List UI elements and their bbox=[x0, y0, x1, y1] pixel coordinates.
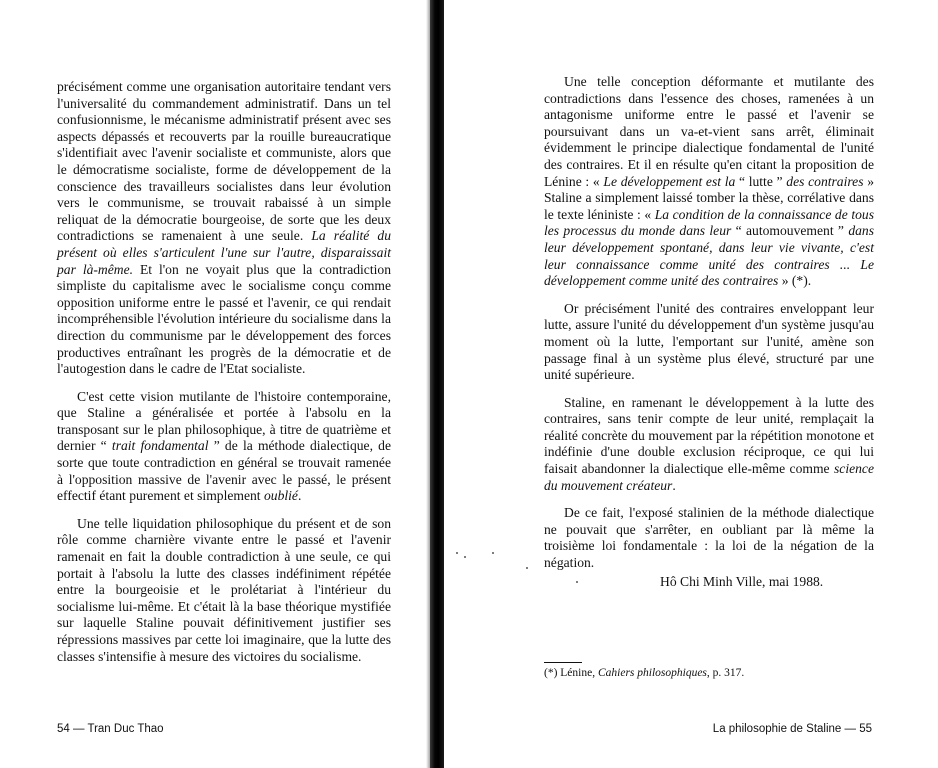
paragraph bbox=[57, 79, 391, 378]
paragraph-text: ” de la méthode dialectique, de sorte que toute contradiction en général se trouvait ramenée à l'opposition massive de l'avenir avec le passé, le présent effectif étant purement et simplement bbox=[57, 438, 392, 504]
paragraph-text: précisément comme une organisation autoritaire tendant vers l'universalité du commandement administratif. Dans un tel confusionnisme, le mécanisme administratif présent avec ses aspects dépassés et recouverts par la rouille bureaucratique s'identifiait avec l'avenir socialiste et communiste, alors que le démocratisme socialiste, forme de développement de la conscience des travailleurs socialistes dans leur évolution vers le communisme, se trouvait rabaissé à un simple reliquat de la démocratie bourgeoise, de sorte que les deux contradictions se ramenaient à une seule. bbox=[57, 79, 391, 244]
italic-text: science du mouvement créateur bbox=[544, 461, 874, 493]
right-page-text bbox=[544, 74, 874, 583]
footnote-divider bbox=[544, 662, 582, 663]
paragraph-text: Staline, en ramenant le développement à la lutte des contraires, sans tenir compte de leur unité, remplaçait la réalité concrète du mouvement par la répétition monotone et indéfinie d'une double exclusion réciproque, ce qui lui faisait abandonner la dialectique elle-même comme bbox=[544, 394, 874, 477]
paragraph bbox=[544, 74, 874, 290]
page-footer-left: 54 — Tran Duc Thao bbox=[57, 723, 164, 735]
paragraph-text: » Staline a simplement laissé tomber la thèse, corrélative dans le texte léniniste : « bbox=[544, 173, 874, 222]
footnote-text: (*) Lénine, bbox=[544, 667, 598, 679]
footnote-title: Cahiers philosophiques bbox=[597, 667, 707, 679]
scan-speck bbox=[492, 552, 494, 554]
scan-speck bbox=[526, 567, 528, 569]
left-page-text bbox=[57, 79, 391, 676]
paragraph: De ce fait, l'exposé stalinien de la méthode dialectique ne pouvait que s'arrêter, en oubliant par là même la troisième loi fondamentale : la loi de la négation de la négation. bbox=[544, 505, 874, 571]
italic-text: La condition de la connaissance de tous les processus du monde dans leur bbox=[544, 206, 874, 239]
footnote-text: , p. 317. bbox=[706, 667, 745, 679]
italic-text: dans leur développement spontané, dans leur vie vivante, c'est leur connaissance comme unité des contraires ... Le développement comme unité des contraires bbox=[544, 223, 874, 289]
italic-text: oublié bbox=[263, 488, 298, 504]
paragraph-text: “ lutte ” bbox=[735, 173, 787, 189]
paragraph-text: Une telle conception déformante et mutilante des contradictions dans l'essence des choses, ramenées à un antagonisme uniforme entre le passé et l'avenir se poursuivant dans un va-et-vient sans arrêt, éliminait évidemment le principe dialectique fondamental de l'unité des contraires. Et il en résulte qu'en citant la proposition de Lénine : « bbox=[544, 74, 874, 189]
italic-text: des contraires bbox=[786, 173, 864, 189]
paragraph-text: Et l'on ne voyait plus que la contradiction simpliste du capitalisme avec le socialisme conçu comme opposition uniforme entre le passé et l'avenir, ce qui rendait incompréhensible l'évolution intérieure du socialisme dans la direction du communisme par le développement des forces productives entraînant les progrès de la démocratie et de l'autogestion dans le cadre de l'Etat socialiste. bbox=[57, 261, 391, 377]
paragraph: Une telle liquidation philosophique du présent et de son rôle comme charnière vivante entre le passé et l'avenir ramenait en fait la double contradiction à une seule, ce qui portait à l'absolu la lutte des classes indéfiniment répétée entre la bourgeoisie et le prolétariat à l'intérieur du socialisme lui-même. Et c'était là la base théorique mystifiée sur laquelle Staline pouvait définitivement justifier ses répressions massives par cette loi imaginaire, que la lutte des classes s'intensifie à mesure des victoires du socialisme. bbox=[57, 515, 391, 664]
paragraph-text: C'est cette vision mutilante de l'histoire contemporaine, que Staline a généralisée et portée à l'absolu en la transposant sur le plan philosophique, à titre de quatrième et dernier “ bbox=[57, 388, 391, 454]
paragraph-text: . bbox=[672, 477, 676, 493]
paragraph bbox=[57, 389, 391, 505]
italic-text: trait fondamental bbox=[111, 438, 209, 454]
italic-text: Le développement est la bbox=[603, 173, 736, 189]
signature-place-date: Hô Chi Minh Ville, mai 1988. bbox=[660, 574, 824, 589]
scan-speck bbox=[464, 556, 466, 558]
paragraph-text: » (*). bbox=[778, 273, 812, 289]
paragraph: Or précisément l'unité des contraires enveloppant leur lutte, assure l'unité du développement d'un système jusqu'au moment où la lutte, l'emportant sur l'unité, amène son passage final à un système plus élevé, structuré par une unité supérieure. bbox=[544, 300, 874, 383]
left-page bbox=[0, 0, 432, 768]
book-spine bbox=[430, 0, 444, 768]
paragraph-text: “ automouvement ” bbox=[731, 223, 849, 239]
paragraph bbox=[544, 395, 874, 495]
paragraph-text: . bbox=[297, 488, 302, 504]
right-page bbox=[448, 0, 938, 768]
page-footer-right: La philosophie de Staline — 55 bbox=[712, 723, 872, 735]
footnote bbox=[544, 667, 744, 679]
scan-speck bbox=[456, 552, 458, 554]
italic-text: La réalité du présent où elles s'articulent l'une sur l'autre, disparaissait par là-même. bbox=[57, 228, 391, 277]
